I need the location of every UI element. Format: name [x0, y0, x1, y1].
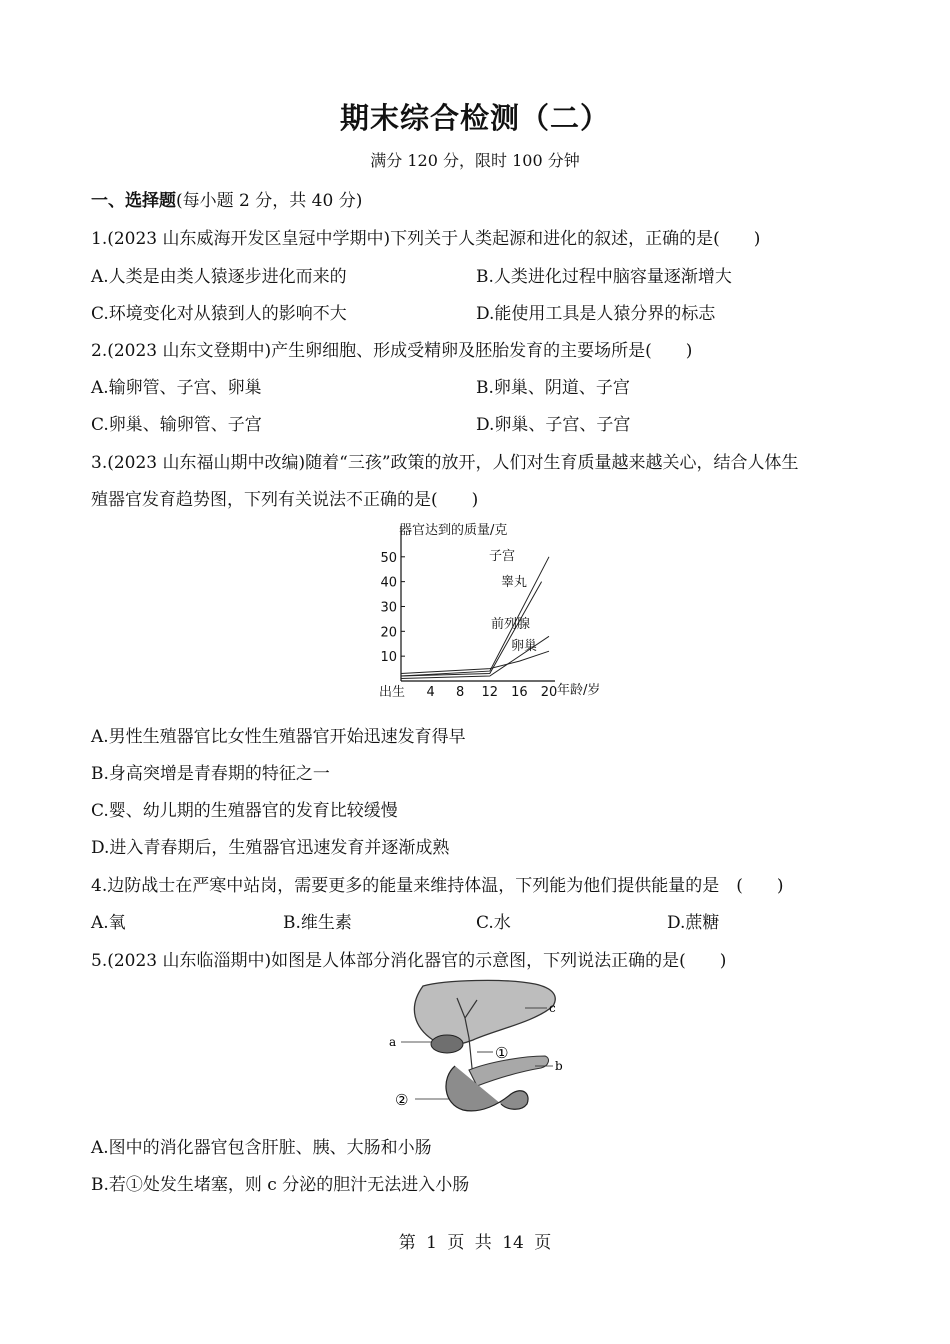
q2-option-a: A.输卵管、子宫、卵巢 [91, 378, 262, 398]
page-footer: 第 1 页 共 14 页 [398, 1233, 552, 1253]
series-line-3 [401, 651, 549, 673]
x-tick-label-0: 出生 [378, 685, 405, 700]
q3-option-b: B.身高突增是青春期的特征之一 [91, 764, 330, 784]
q3-option-a: A.男性生殖器官比女性生殖器官开始迅速发育得早 [91, 727, 466, 747]
x-tick-label-3: 12 [481, 685, 499, 700]
label-two: ② [395, 1091, 409, 1109]
question-2-stem: 2.(2023 山东文登期中)产生卵细胞、形成受精卵及胚胎发育的主要场所是( ) [91, 341, 693, 361]
question-3-stem-line1: 3.(2023 山东福山期中改编)随着“三孩”政策的放开，人们对生育质量越来越关心，结合人体生 [91, 453, 799, 473]
question-3-stem-line2: 殖器官发育趋势图，下列有关说法不正确的是( ) [91, 490, 479, 510]
page-title: 期末综合检测（二） [339, 101, 610, 135]
digestive-organs-diagram [385, 978, 575, 1116]
q5-option-a: A.图中的消化器官包含肝脏、胰、大肠和小肠 [91, 1138, 432, 1158]
question-1-stem: 1.(2023 山东威海开发区皇冠中学期中)下列关于人类起源和进化的叙述，正确的是( ) [91, 229, 761, 249]
label-a: a [389, 1035, 397, 1049]
series-label-2: 前列腺 [491, 617, 531, 632]
q1-option-b: B.人类进化过程中脑容量逐渐增大 [476, 267, 732, 287]
q4-option-b: B.维生素 [283, 913, 352, 933]
y-tick-label-10: 10 [380, 650, 397, 666]
q3-option-c: C.婴、幼儿期的生殖器官的发育比较缓慢 [91, 801, 398, 821]
x-tick-label-4: 16 [511, 685, 528, 700]
q1-option-a: A.人类是由类人猿逐步进化而来的 [91, 267, 347, 287]
series-label-1: 睾丸 [501, 575, 528, 590]
q1-option-d: D.能使用工具是人猿分界的标志 [476, 304, 716, 324]
section-title: 一、选择题 [91, 191, 176, 211]
label-one: ① [495, 1044, 509, 1062]
q4-option-c: C.水 [476, 913, 511, 933]
q3-option-d: D.进入青春期后，生殖器官迅速发育并逐渐成熟 [91, 838, 450, 858]
organ-development-chart [365, 518, 601, 706]
label-c: c [549, 1001, 556, 1015]
q4-option-a: A.氧 [91, 913, 126, 933]
y-tick-label-40: 40 [380, 575, 397, 591]
pancreas-shape [469, 1056, 548, 1086]
section-heading [91, 186, 362, 211]
gallbladder-shape [431, 1035, 463, 1053]
y-tick-label-20: 20 [380, 625, 397, 641]
q2-option-d: D.卵巢、子宫、子宫 [476, 415, 631, 435]
y-axis-label: 器官达到的质量/克 [399, 523, 508, 538]
x-tick-label-5: 20 [540, 685, 558, 700]
q5-option-b: B.若①处发生堵塞，则 c 分泌的胆汁无法进入小肠 [91, 1175, 470, 1195]
label-b: b [555, 1059, 563, 1073]
series-label-3: 卵巢 [511, 639, 538, 654]
liver-shape [414, 980, 555, 1045]
question-4-stem: 4.边防战士在严寒中站岗，需要更多的能量来维持体温，下列能为他们提供能量的是 ( ) [91, 876, 784, 896]
q4-option-d: D.蔗糖 [667, 913, 720, 933]
q2-option-b: B.卵巢、阴道、子宫 [476, 378, 630, 398]
series-label-0: 子宫 [489, 549, 516, 564]
q2-option-c: C.卵巢、输卵管、子宫 [91, 415, 262, 435]
y-tick-label-30: 30 [380, 600, 397, 616]
x-tick-label-2: 8 [456, 685, 465, 700]
q1-option-c: C.环境变化对从猿到人的影响不大 [91, 304, 347, 324]
y-tick-label-50: 50 [380, 550, 397, 566]
x-axis-label: 年龄/岁 [557, 683, 601, 698]
x-tick-label-1: 4 [426, 685, 435, 700]
question-5-stem: 5.(2023 山东临淄期中)如图是人体部分消化器官的示意图，下列说法正确的是( ) [91, 951, 727, 971]
section-note: (每小题 2 分，共 40 分) [176, 191, 363, 211]
exam-info: 满分 120 分，限时 100 分钟 [370, 151, 580, 170]
chart-plot [379, 522, 600, 700]
